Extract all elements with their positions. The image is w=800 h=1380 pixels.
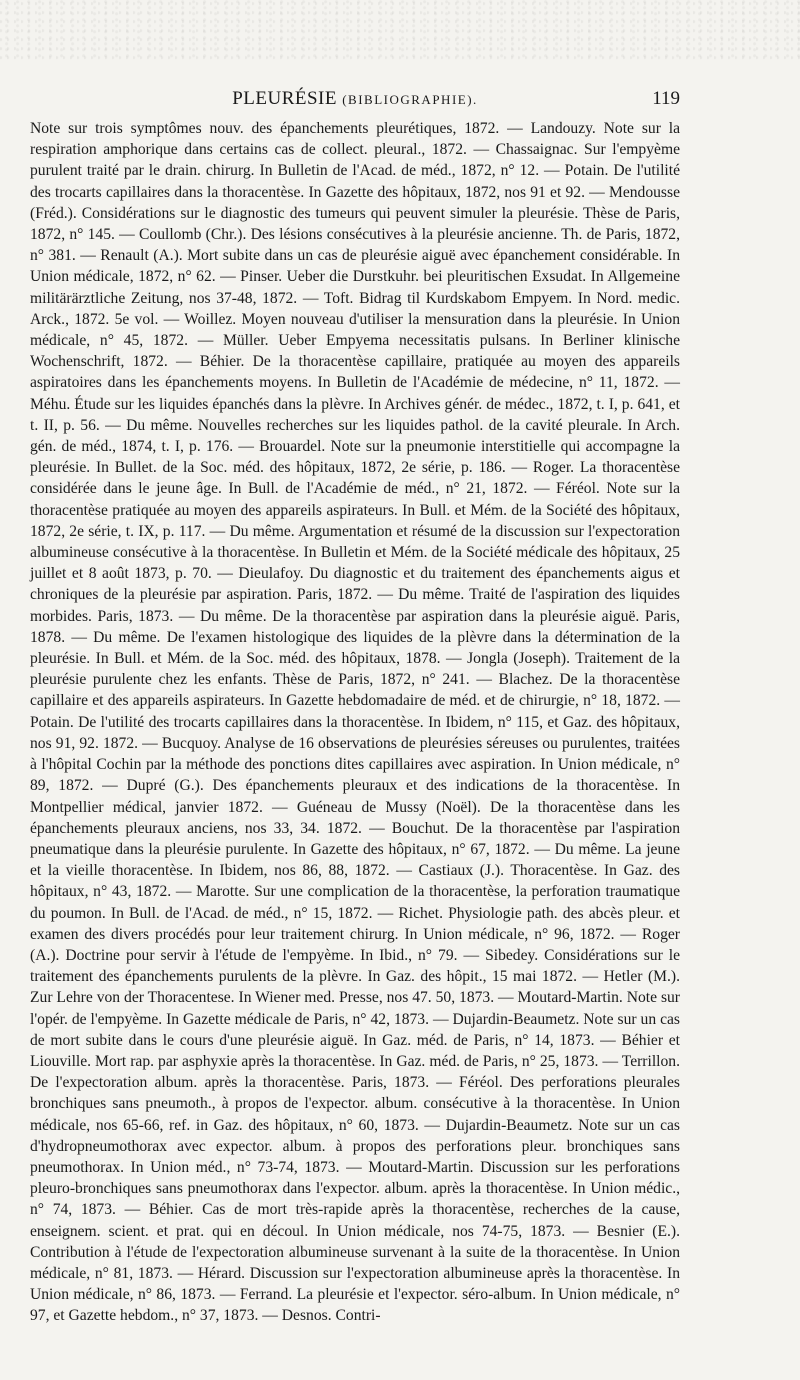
bibliography-text (30, 118, 680, 1327)
bibliography-paragraph: Note sur trois symptômes nouv. des épanchements pleurétiques, 1872. — Landouzy. Note sur la respiration amphorique dans certains cas de collect. pleural., 1872. — Chassaignac. Sur l'empyème purulent traité par le drain. chirurg. In Bulletin de l'Acad. de méd., 1872, n° 12. — Potain. De l'utilité des trocarts capillaires dans la thoracentèse. In Gazette des hôpitaux, 1872, nos 91 et 92. — Mendousse (Fréd.). Considérations sur le diagnostic des tumeurs qui peuvent simuler la pleurésie. Thèse de Paris, 1872, n° 145. — Coullomb (Chr.). Des lésions consécutives à la pleurésie ancienne. Th. de Paris, 1872, n° 381. — Renault (A.). Mort subite dans un cas de pleurésie aiguë avec épanchement considérable. In Union médicale, 1872, n° 62. — Pinser. Ueber die Durstkuhr. bei pleuritischen Exsudat. In Allgemeine militärärztliche Zeitung, nos 37-48, 1872. — Toft. Bidrag til Kurdskabom Empyem. In Nord. medic. Arck., 1872. 5e vol. — Woillez. Moyen nouveau d'utiliser la mensuration dans la pleurésie. In Union médicale, n° 45, 1872. — Müller. Ueber Empyema necessitatis pulsans. In Berliner klinische Wochenschrift, 1872. — Béhier. De la thoracentèse capillaire, pratiquée au moyen des appareils aspiratoires dans les épanchements moyens. In Bulletin de l'Académie de médecine, n° 11, 1872. — Méhu. Étude sur les liquides épanchés dans la plèvre. In Archives génér. de médec., 1872, t. I, p. 641, et t. II, p. 56. — Du même. Nouvelles recherches sur les liquides pathol. de la cavité pleurale. In Arch. gén. de méd., 1874, t. I, p. 176. — Brouardel. Note sur la pneumonie interstitielle qui accompagne la pleurésie. In Bullet. de la Soc. méd. des hôpitaux, 1872, 2e série, p. 186. — Roger. La thoracentèse considérée dans le jeune âge. In Bull. de l'Académie de méd., n° 21, 1872. — Féréol. Note sur la thoracentèse pratiquée au moyen des appareils aspirateurs. In Bull. et Mém. de la Société des hôpitaux, 1872, 2e série, t. IX, p. 117. — Du même. Argumentation et résumé de la discussion sur l'expectoration albumineuse consécutive à la thoracentèse. In Bulletin et Mém. de la Société médicale des hôpitaux, 25 juillet et 8 août 1873, p. 70. — Dieulafoy. Du diagnostic et du traitement des épanchements aigus et chroniques de la pleurésie par aspiration. Paris, 1872. — Du même. Traité de l'aspiration des liquides morbides. Paris, 1873. — Du même. De la thoracentèse par aspiration dans la pleurésie aiguë. Paris, 1878. — Du même. De l'examen histologique des liquides de la plèvre dans la détermination de la pleurésie. In Bull. et Mém. de la Soc. méd. des hôpitaux, 1878. — Jongla (Joseph). Traitement de la pleurésie purulente chez les enfants. Thèse de Paris, 1872, n° 241. — Blachez. De la thoracentèse capillaire et des appareils aspirateurs. In Gazette hebdomadaire de méd. et de chirurgie, n° 18, 1872. — Potain. De l'utilité des trocarts capillaires dans la thoracentèse. In Ibidem, n° 115, et Gaz. des hôpitaux, nos 91, 92. 1872. — Bucquoy. Analyse de 16 observations de pleurésies séreuses ou purulentes, traitées à l'hôpital Cochin par la méthode des ponctions dites capillaires avec aspiration. In Union médicale, n° 89, 1872. — Dupré (G.). Des épanchements pleuraux et des indications de la thoracentèse. In Montpellier médical, janvier 1872. — Guéneau de Mussy (Noël). De la thoracentèse dans les épanchements pleuraux anciens, nos 33, 34. 1872. — Bouchut. De la thoracentèse par l'aspiration pneumatique dans la pleurésie purulente. In Gazette des hôpitaux, n° 67, 1872. — Du même. La jeune et la vieille thoracentèse. In Ibidem, nos 86, 88, 1872. — Castiaux (J.). Thoracentèse. In Gaz. des hôpitaux, n° 43, 1872. — Marotte. Sur une complication de la thoracentèse, la perforation traumatique du poumon. In Bull. de l'Acad. de méd., n° 15, 1872. — Richet. Physiologie path. des abcès pleur. et examen des divers procédés pour leur traitement chirurg. In Union médicale, n° 96, 1872. — Roger (A.). Doctrine pour servir à l'étude de l'empyème. In Ibid., n° 79. — Sibedey. Considérations sur le traitement des épanchements purulents de la plèvre. In Gaz. des hôpit., 15 mai 1872. — Hetler (M.). Zur Lehre von der Thoracentese. In Wiener med. Presse, nos 47. 50, 1873. — Moutard-Martin. Note sur l'opér. de l'empyème. In Gazette médicale de Paris, n° 42, 1873. — Dujardin-Beaumetz. Note sur un cas de mort subite dans le cours d'une pleurésie aiguë. In Gaz. méd. de Paris, n° 14, 1873. — Béhier et Liouville. Mort rap. par asphyxie après la thoracentèse. In Gaz. méd. de Paris, n° 25, 1873. — Terrillon. De l'expectoration album. après la thoracentèse. Paris, 1873. — Féréol. Des perforations pleurales bronchiques sans pneumoth., à propos de l'expector. album. consécutive à la thoracentèse. In Union médicale, nos 65-66, ref. in Gaz. des hôpitaux, n° 60, 1873. — Dujardin-Beaumetz. Note sur un cas d'hydropneumothorax avec expector. album. à propos des perforations pleur. bronchiques sans pneumothorax. In Union méd., n° 73-74, 1873. — Moutard-Martin. Discussion sur les perforations pleuro-bronchiques sans pneumothorax dans l'expector. album. après la thoracentèse. In Union médic., n° 74, 1873. — Béhier. Cas de mort très-rapide après la thoracentèse, recherches de la cause, enseignem. scient. et prat. qui en découl. In Union médicale, nos 74-75, 1873. — Besnier (E.). Contribution à l'étude de l'expectoration albumineuse survenant à la suite de la thoracentèse. In Union médicale, n° 81, 1873. — Hérard. Discussion sur l'expectoration albumineuse après la thoracentèse. In Union médicale, n° 86, 1873. — Ferrand. La pleurésie et l'expector. séro-album. In Union médicale, n° 97, et Gazette hebdom., n° 37, 1873. — Desnos. Contri- (30, 120, 680, 1325)
page-title (30, 88, 680, 110)
page-scan-noise (0, 0, 800, 60)
page-number: 119 (652, 88, 680, 109)
running-header (30, 88, 680, 114)
page-title-subtitle: (BIBLIOGRAPHIE). (342, 92, 478, 107)
page-title-main: PLEURÉSIE (232, 88, 337, 109)
